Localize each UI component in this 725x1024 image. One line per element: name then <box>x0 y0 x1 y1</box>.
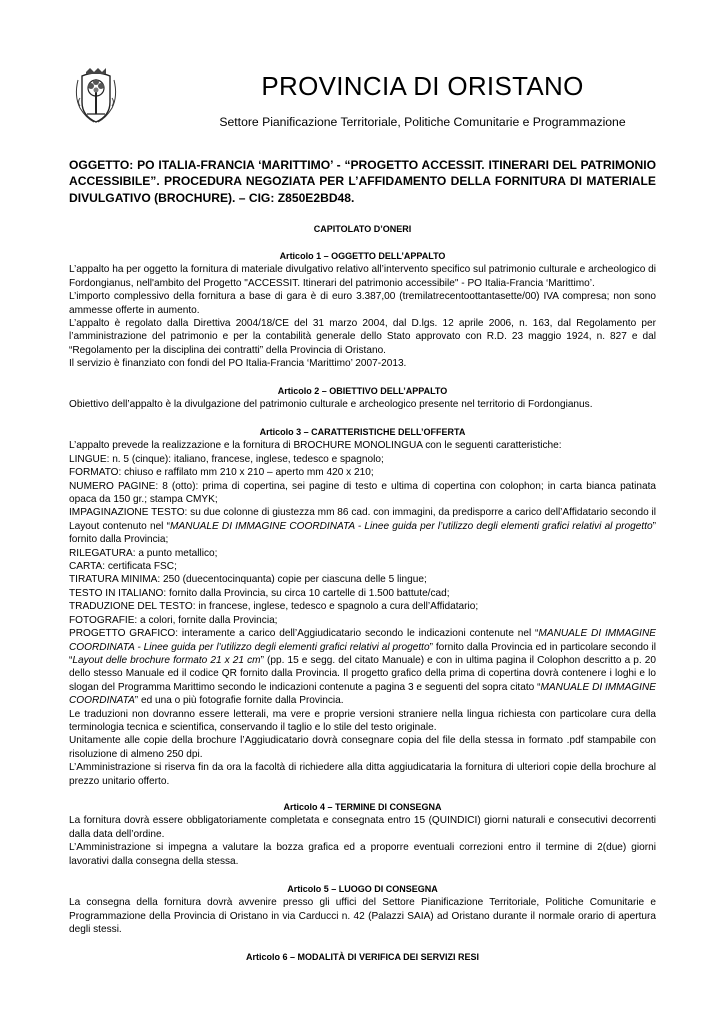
subject-label: OGGETTO: <box>69 158 134 172</box>
spec-lingue: LINGUE: n. 5 (cinque): italiano, francese, inglese, tedesco e spagnolo; <box>69 453 384 465</box>
spec-text: PROGETTO GRAFICO: interamente a carico dell’Aggiudicatario secondo le indicazioni contenute nel “ <box>69 628 539 640</box>
article-5-heading: Articolo 5 – LUOGO DI CONSEGNA <box>287 884 438 894</box>
article-5-paragraph: La consegna della fornitura dovrà avvenire presso gli uffici del Settore Pianificazione Territoriale, Politiche Comunitarie e Programmazione della Provincia di Oristano in via Carducci n. 42 (Palazzi SAIA) ad Oristano durante il normale orario di apertura degli stessi. <box>69 897 656 936</box>
organization-name: PROVINCIA DI ORISTANO <box>261 71 584 101</box>
article-4-paragraph: La fornitura dovrà essere obbligatoriamente completata e consegnata entro 15 (QUINDICI) giorni naturali e consecutivi decorrenti dalla data dell’ordine. <box>69 815 656 840</box>
article-3-paragraph: L’Amministrazione si riserva fin da ora la facoltà di richiedere alla ditta aggiudicataria la fornitura di ulteriori copie della brochure al prezzo unitario offerto. <box>69 762 656 787</box>
spec-pagine: NUMERO PAGINE: 8 (otto): prima di copertina, sei pagine di testo e ultima di copertina con colophon; in carta bianca patinata opaca da 150 gr.; stampa CMYK; <box>69 480 656 506</box>
layout-title: Layout delle brochure formato 21 x 21 cm <box>72 654 261 666</box>
article-6-heading: Articolo 6 – MODALITÀ DI VERIFICA DEI SERVIZI RESI <box>245 952 480 962</box>
spec-rilegatura: RILEGATURA: a punto metallico; <box>69 547 218 559</box>
article-3-heading: Articolo 3 – CARATTERISTICHE DELL’OFFERTA <box>259 427 466 437</box>
spec-impaginazione <box>69 506 656 546</box>
manual-title: MANUALE DI IMMAGINE COORDINATA <box>69 681 656 707</box>
article-2-heading: Articolo 2 – OBIETTIVO DELL’APPALTO <box>277 386 448 396</box>
spec-carta: CARTA: certificata FSC; <box>69 561 177 573</box>
article-4-paragraph: L’Amministrazione si impegna a valutare la bozza grafica ed a proporre eventuali correzioni entro il termine di 2(due) giorni lavorativi dalla consegna della stessa. <box>69 842 656 867</box>
spec-traduzione: TRADUZIONE DEL TESTO: in francese, inglese, tedesco e spagnolo a cura dell’Affidatario; <box>69 601 479 613</box>
spec-text: ” fornito dalla Provincia ed in particolare secondo il “ <box>69 641 656 666</box>
department-name: Settore Pianificazione Territoriale, Politiche Comunitarie e Programmazione <box>219 115 626 129</box>
article-3 <box>69 426 656 788</box>
article-3-intro: L’appalto prevede la realizzazione e la fornitura di BROCHURE MONOLINGUA con le seguenti caratteristiche: <box>69 440 562 452</box>
spec-testo: TESTO IN ITALIANO: fornito dalla Provincia, su circa 10 cartelle di 1.500 battute/cad; <box>69 587 450 599</box>
document-title: CAPITOLATO D’ONERI <box>313 224 412 234</box>
article-6 <box>69 951 656 964</box>
article-1-paragraph: Il servizio è finanziato con fondi del PO Italia-Francia ‘Marittimo’ 2007-2013. <box>69 358 407 370</box>
article-1-paragraph: L’appalto è regolato dalla Direttiva 2004/18/CE del 31 marzo 2004, dal D.lgs. 12 aprile 2006, n. 163, dal Regolamento per l’amministrazione del patrimonio e per la contabilità generale dello Stato approvato con R.D. 23 maggio 1924, n. 827 e dal “Regolamento per la disciplina dei contratti” della Provincia di Oristano. <box>69 318 656 356</box>
spec-formato: FORMATO: chiuso e raffilato mm 210 x 210 – aperto mm 420 x 210; <box>69 467 374 479</box>
spec-tiratura: TIRATURA MINIMA: 250 (duecentocinquanta) copie per ciascuna delle 5 lingue; <box>69 574 427 586</box>
province-coat-of-arms-icon <box>72 68 120 124</box>
article-1-paragraph: L’importo complessivo della fornitura a base di gara è di euro 3.387,00 (tremilatrecentoottantasette/00) IVA compresa; non sono ammesse offerte in aumento. <box>69 291 656 316</box>
subject-text: PO ITALIA-FRANCIA ‘MARITTIMO’ - “PROGETTO ACCESSIT. ITINERARI DEL PATRIMONIO ACCESSIBILE”. PROCEDURA NEGOZIATA PER L’AFFIDAMENTO DELLA FORNITURA DI MATERIALE DIVULGATIVO (BROCHURE). – CIG: Z850E2BD48. <box>69 158 656 205</box>
manual-title: MANUALE DI IMMAGINE COORDINATA - Linee guida per l’utilizzo degli elementi grafici relativi al progetto <box>69 628 656 653</box>
spec-text: ” fornito dalla Provincia; <box>69 520 656 546</box>
article-1-heading: Articolo 1 – OGGETTO DELL’APPALTO <box>279 251 446 261</box>
article-5 <box>69 883 656 937</box>
manual-title: MANUALE DI IMMAGINE COORDINATA - Linee guida per l’utilizzo degli elementi grafici relativi al progetto <box>169 520 653 532</box>
article-3-paragraph: Unitamente alle copie della brochure l’Aggiudicatario dovrà consegnare copia del file della stessa in formato .pdf stampabile con risoluzione di almeno 250 dpi. <box>69 735 656 760</box>
article-1 <box>69 250 656 371</box>
spec-progetto-grafico <box>69 627 656 707</box>
spec-text: ” ed una o più fotografie fornite dalla Provincia. <box>134 695 344 707</box>
article-3-paragraph: Le traduzioni non dovranno essere letterali, ma vere e proprie versioni straniere nella lingua richiesta con particolare cura della terminologia tecnica e scientifica, conservando il taglio e lo stile del testo originale. <box>69 708 656 733</box>
subject-block <box>69 157 656 206</box>
spec-text: IMPAGINAZIONE TESTO: su due colonne di giustezza mm 86 cad. con immagini, da predisporre a carico dell’Affidatario secondo il Layout contenuto nel “ <box>69 507 656 532</box>
spec-text: ” (pp. 15 e segg. del citato Manuale) e con in ultima pagina il Colophon descritto a p. 20 dello stesso Manuale ed il codice QR fornito dalla Provincia. Il progetto grafico della prima di copertina dovrà contenere i loghi e lo slogan del Programma Marittimo secondo le indicazioni contenute a pagina 3 e seguenti del sopra citato “ <box>69 654 656 693</box>
spec-fotografie: FOTOGRAFIE: a colori, fornite dalla Provincia; <box>69 614 278 626</box>
article-1-paragraph: L’appalto ha per oggetto la fornitura di materiale divulgativo relativo all’intervento specifico sul patrimonio culturale e archeologico di Fordongianus, nell'ambito del Progetto "ACCESSIT. Itinerari del patrimonio accessibile" - PO Italia-Francia ‘Marittimo’. <box>69 264 656 289</box>
article-2-paragraph: Obiettivo dell’appalto è la divulgazione del patrimonio culturale e archeologico presente nel territorio di Fordongianus. <box>69 399 593 411</box>
article-2 <box>69 385 656 412</box>
article-4 <box>69 801 656 868</box>
article-4-heading: Articolo 4 – TERMINE DI CONSEGNA <box>283 802 442 812</box>
